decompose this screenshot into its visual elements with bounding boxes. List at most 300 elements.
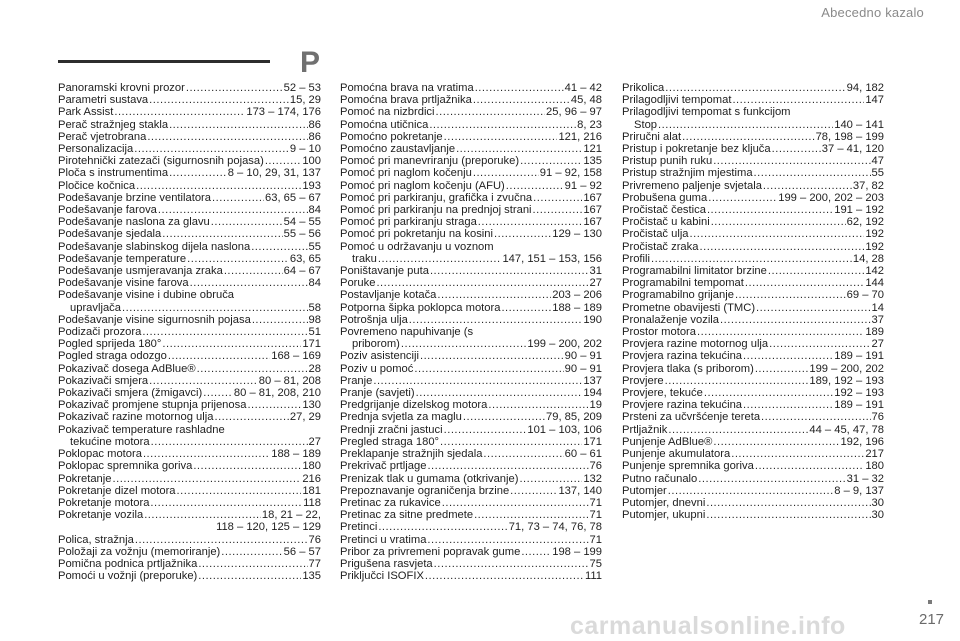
index-entry-pages: 167 [583, 191, 602, 204]
dot-leader [378, 253, 502, 265]
index-entry-pages: 91 – 92, 158 [539, 167, 602, 180]
index-entry-line [622, 143, 884, 155]
index-entry [340, 265, 602, 277]
index-entry [340, 399, 602, 411]
index-entry [58, 228, 321, 240]
index-entry-line [58, 363, 321, 375]
index-entry-term: Pomoć na nizbrdici [340, 106, 435, 119]
index-entry-line [58, 558, 321, 570]
index-entry-term: Postavljanje kotača [340, 289, 437, 302]
dot-leader [707, 204, 833, 216]
index-entry-pages: 69 – 70 [846, 289, 884, 302]
index-entry [622, 424, 884, 436]
index-entry-pages: 27 [589, 277, 602, 290]
dot-leader [198, 558, 307, 570]
index-entry-pages: 41 – 42 [564, 82, 602, 94]
index-entry-term: Pokazivač dosega AdBlue® [58, 362, 196, 375]
index-entry-line [622, 119, 884, 131]
index-entry-line [340, 546, 602, 558]
index-entry-line [622, 289, 884, 301]
index-entry [622, 241, 884, 253]
index-entry-term: Panoramski krovni prozor [58, 82, 185, 94]
index-entry-line [58, 350, 321, 362]
index-entry-pages: 76 [589, 460, 602, 473]
dot-leader [265, 155, 302, 167]
index-entry-pages: 8 – 9, 137 [834, 484, 884, 497]
index-entry-term: Prilagodljivi tempomat s funkcijom [622, 106, 791, 119]
index-entry-line [622, 241, 884, 253]
dot-leader [401, 338, 526, 350]
index-entry [622, 411, 884, 423]
index-entry-line [622, 277, 884, 289]
index-entry-pages: 80 – 81, 208, 210 [233, 387, 321, 400]
index-entry [340, 387, 602, 399]
dot-leader [699, 241, 864, 253]
index-entry-pages: 217 [865, 448, 884, 461]
index-entry-term: Poziv asistenciji [340, 350, 419, 363]
dot-leader [690, 228, 865, 240]
index-entry [622, 302, 884, 314]
index-entry-line [58, 228, 321, 240]
index-entry-pages: 71 [589, 496, 602, 509]
dot-leader [519, 473, 582, 485]
dot-leader [763, 180, 852, 192]
index-entry-pages: 86 [308, 130, 321, 143]
index-entry-term: Pretinac za sitne predmete [340, 509, 474, 522]
index-entry [340, 289, 602, 301]
index-entry [58, 387, 321, 399]
index-entry [622, 277, 884, 289]
index-entry-line [340, 338, 602, 350]
index-entry-term: Pomoć pri naglom kočenju [340, 167, 472, 180]
dot-leader [698, 473, 845, 485]
index-entry-pages: 14, 28 [852, 252, 884, 265]
index-entry-line [58, 155, 321, 167]
index-entry-line [58, 485, 321, 497]
index-entry [622, 497, 884, 509]
index-entry [58, 460, 321, 472]
index-entry [340, 497, 602, 509]
dot-leader [247, 399, 301, 411]
index-entry-line [58, 534, 321, 546]
index-entry [622, 253, 884, 265]
index-entry-line [340, 534, 602, 546]
index-entry-pages: 181 [302, 484, 321, 497]
index-entry [622, 473, 884, 485]
index-entry [340, 485, 602, 497]
dot-leader [754, 167, 871, 179]
index-entry-line [340, 289, 602, 301]
dot-leader [203, 387, 233, 399]
dot-leader [761, 411, 871, 423]
dot-leader [122, 302, 308, 314]
index-entry-term: Podešavanje visine i dubine obruča [58, 289, 235, 302]
index-entry-line [58, 399, 321, 411]
index-entry-term: Pribor za privremeni popravak gume [340, 545, 521, 558]
dot-leader [665, 82, 845, 94]
index-entry-line [340, 204, 602, 216]
index-entry-line [622, 497, 884, 509]
dot-leader [772, 143, 821, 155]
index-entry-pages: 130 [302, 399, 321, 412]
index-entry-line [58, 338, 321, 350]
index-entry-line [622, 155, 884, 167]
index-entry-line [622, 131, 884, 143]
dot-leader [755, 363, 809, 375]
index-entry-line [58, 497, 321, 509]
dot-leader [708, 192, 777, 204]
index-entry-term: Pristup i pokretanje bez ključa [622, 143, 771, 156]
index-entry-term: Punjenje spremnika goriva [622, 460, 754, 473]
index-entry-pages: 79, 85, 209 [546, 411, 602, 424]
index-entry-pages: 27 [871, 338, 884, 351]
index-entry-pages: 30 [871, 496, 884, 509]
index-entry-pages: 56 – 57 [283, 545, 321, 558]
index-entry-line [340, 375, 602, 387]
index-entry-line [58, 82, 321, 94]
index-entry [58, 143, 321, 155]
index-entry-line [340, 473, 602, 485]
index-entry-term: Pomoćna utičnica [340, 118, 429, 131]
index-entry-line [622, 460, 884, 472]
index-entry-term: Podešavanje farova [58, 204, 157, 217]
index-entry-pages: 188 – 189 [552, 301, 602, 314]
dot-leader [427, 534, 588, 546]
index-entry-pages: 18, 21 – 22, [261, 509, 321, 522]
index-entry-line [340, 131, 602, 143]
index-entry-pages: 55 – 56 [283, 228, 321, 241]
index-entry [340, 326, 602, 350]
dot-leader [221, 546, 282, 558]
dot-leader [444, 131, 558, 143]
index-entry-term: Perač stražnjeg stakla [58, 118, 169, 131]
index-entry-pages: 8 – 10, 29, 31, 137 [227, 167, 321, 180]
index-entry-line [622, 167, 884, 179]
index-entry-term: Ploča s instrumentima [58, 167, 169, 180]
dot-leader [409, 314, 583, 326]
index-entry [340, 82, 602, 94]
dot-leader [488, 399, 588, 411]
index-entry-pages: 15, 29 [289, 94, 321, 107]
index-entry [58, 338, 321, 350]
dot-leader [706, 497, 870, 509]
index-entry-pages: 30 [871, 509, 884, 522]
index-entry-line [340, 216, 602, 228]
index-entry [58, 277, 321, 289]
index-entry [58, 363, 321, 375]
dot-leader [427, 460, 588, 472]
index-entry-line [58, 546, 321, 558]
index-entry-line [58, 180, 321, 192]
dot-leader [475, 82, 564, 94]
index-entry-pages: 216 [302, 472, 321, 485]
index-entry [340, 314, 602, 326]
index-entry-term: Punjenje akumulatora [622, 448, 731, 461]
dot-leader [414, 363, 563, 375]
index-entry-pages: 8, 23 [577, 118, 602, 131]
index-entry-line [58, 314, 321, 326]
index-entry-pages: 76 [308, 533, 321, 546]
index-entry-term: Pomoć pri parkiranju, grafička i zvučna [340, 191, 533, 204]
index-entry [340, 570, 602, 582]
index-entry-term: Pristup punih ruku [622, 155, 713, 168]
index-entry-term: Provjera tlaka (s priborom) [622, 362, 754, 375]
dot-leader [755, 460, 864, 472]
index-entry-term: Pomoćna brava na vratima [340, 82, 474, 94]
index-entry [622, 326, 884, 338]
index-entry [340, 204, 602, 216]
index-entry-pages: 77 [308, 557, 321, 570]
dot-leader [769, 338, 870, 350]
index-entry-line [622, 192, 884, 204]
index-entry-pages: 51 [308, 326, 321, 339]
index-entry-pages: 27, 29 [289, 411, 321, 424]
index-entry-line [58, 119, 321, 131]
index-entry [622, 180, 884, 192]
index-entry-line [58, 277, 321, 289]
index-entry-line [340, 363, 602, 375]
index-entry-pages: 173 – 174, 176 [246, 106, 321, 119]
index-entry-term: Poklopac spremnika goriva [58, 460, 193, 473]
index-entry [622, 155, 884, 167]
index-entry-line [622, 253, 884, 265]
index-entry [622, 399, 884, 411]
dot-leader [510, 485, 557, 497]
index-entry-line [340, 155, 602, 167]
index-entry-pages: 135 [583, 155, 602, 168]
dot-leader [474, 509, 588, 521]
dot-leader [147, 131, 307, 143]
dot-leader [151, 436, 308, 448]
index-entry-term: Prsteni za učvršćenje tereta [622, 411, 761, 424]
index-entry-pages: 121 [583, 143, 602, 156]
index-entry-term: Pomična podnica prtljažnika [58, 557, 198, 570]
index-entry [622, 338, 884, 350]
index-entry-pages: 55 [308, 240, 321, 253]
index-entry-term: Pokazivač promjene stupnja prijenosa [58, 399, 247, 412]
index-entry-line [622, 424, 884, 436]
index-entry [58, 106, 321, 118]
index-entry-line [58, 424, 321, 436]
index-entry [340, 509, 602, 521]
dot-leader [134, 143, 289, 155]
index-entry [58, 326, 321, 338]
index-entry [622, 509, 884, 521]
index-entry-term: Podešavanje temperature [58, 252, 187, 265]
dot-leader [520, 155, 582, 167]
index-entry-line [58, 570, 321, 582]
index-entry-pages: 101 – 103, 106 [527, 423, 602, 436]
dot-leader [425, 570, 584, 582]
index-entry [58, 289, 321, 313]
dot-leader [252, 314, 308, 326]
index-entry-pages: 199 – 200, 202 [809, 362, 884, 375]
index-entry-line [622, 473, 884, 485]
dot-leader [720, 314, 871, 326]
dot-leader [214, 411, 288, 423]
index-entry-line [340, 302, 602, 314]
index-entry-line [340, 119, 602, 131]
index-entry-term: Provjere, tekuće [622, 387, 703, 400]
index-entry [58, 485, 321, 497]
index-entry-pages: 111 [584, 570, 602, 583]
index-entry-line [340, 192, 602, 204]
index-entry-line [58, 448, 321, 460]
index-entry-term: Pokretanje motora [58, 496, 150, 509]
index-entry [58, 204, 321, 216]
index-entry-line [58, 204, 321, 216]
dot-leader [376, 277, 588, 289]
index-entry [58, 167, 321, 179]
index-entry-term: Poništavanje puta [340, 265, 429, 278]
index-entry-pages: 63, 65 [289, 252, 321, 265]
index-entry-pages: 140 – 141 [834, 118, 884, 131]
index-entry-line [340, 460, 602, 472]
dot-leader [711, 216, 846, 228]
index-entry-line [58, 106, 321, 118]
index-entry-pages: 9 – 10 [289, 143, 321, 156]
dot-leader [463, 411, 545, 423]
index-entry-term: Prepoznavanje ograničenja brzine [340, 484, 510, 497]
index-entry [58, 241, 321, 253]
index-entry-line [622, 216, 884, 228]
index-entry [58, 375, 321, 387]
index-entry-pages: 62, 192 [846, 216, 884, 229]
index-entry-pages: 147 [865, 94, 884, 107]
index-entry-pages: 192 [865, 228, 884, 241]
dot-leader [211, 216, 283, 228]
index-entry-line [340, 448, 602, 460]
index-entry [58, 558, 321, 570]
index-entry [340, 473, 602, 485]
dot-leader [668, 424, 808, 436]
dot-leader [682, 131, 814, 143]
index-entry-term: Podešavanje slabinskog dijela naslona [58, 240, 251, 253]
index-entry-pages: 190 [583, 313, 602, 326]
index-entry-term: Predgrijanje dizelskog motora [340, 399, 488, 412]
index-entry-term: Park Assist [58, 106, 114, 119]
index-entry-pages: 191 – 192 [834, 204, 884, 217]
index-entry-line [58, 411, 321, 423]
index-entry-term: Prometne obavijesti (TMC) [622, 301, 756, 314]
section-rule [58, 60, 270, 63]
dot-leader [144, 509, 261, 521]
index-entry-pages: 78, 198 – 199 [815, 130, 884, 143]
index-entry-pages: 193 [302, 179, 321, 192]
index-entry-pages: 121, 216 [558, 130, 602, 143]
index-entry-pages: 71, 73 – 74, 76, 78 [508, 521, 602, 534]
index-entry-pages: 71 [589, 509, 602, 522]
index-entry [340, 424, 602, 436]
index-entry-term: Priručni alat [622, 130, 682, 143]
dot-leader [113, 473, 302, 485]
index-entry [58, 497, 321, 509]
dot-leader [251, 241, 307, 253]
dot-leader [745, 277, 864, 289]
index-entry-pages: 76 [871, 411, 884, 424]
index-entry-line [340, 143, 602, 155]
dot-leader [169, 167, 227, 179]
dot-leader [533, 204, 583, 216]
index-entry-term: Preklapanje stražnjih sjedala [340, 448, 483, 461]
index-entry [58, 411, 321, 423]
index-entry [622, 485, 884, 497]
index-entry-line [58, 460, 321, 472]
index-entry-term: Pomoć pri naglom kočenju (AFU) [340, 179, 505, 192]
index-entry-line [622, 265, 884, 277]
index-entry-term: Prenizak tlak u gumama (otkrivanje) [340, 472, 519, 485]
index-entry-term: Priključci ISOFIX [340, 570, 424, 583]
index-entry [340, 119, 602, 131]
index-entry [622, 265, 884, 277]
index-entry-pages: 54 – 55 [283, 216, 321, 229]
index-entry-line [340, 94, 602, 106]
index-entry-pages: 25, 96 – 97 [546, 106, 602, 119]
index-entry-pages: 142 [865, 265, 884, 278]
dot-leader [437, 289, 551, 301]
index-entry-term: Pokazivač razine motornog ulja [58, 411, 214, 424]
index-entry-term: Pranje [340, 374, 373, 387]
dot-leader [168, 350, 270, 362]
index-entry [340, 180, 602, 192]
index-entry-term: Pročistač u kabini [622, 216, 710, 229]
index-entry [622, 460, 884, 472]
index-entry [340, 143, 602, 155]
index-entry-line [340, 424, 602, 436]
index-entry-line [622, 94, 884, 106]
index-entry [622, 106, 884, 130]
dot-leader [212, 192, 264, 204]
index-entry-line [622, 338, 884, 350]
index-entry-term: Stop [634, 118, 658, 131]
index-entry-term: priborom) [352, 338, 400, 351]
dot-leader [177, 485, 302, 497]
index-entry-pages: 199 – 200, 202 [527, 338, 602, 351]
index-entry-line [58, 143, 321, 155]
index-entry [58, 119, 321, 131]
dot-leader [143, 448, 270, 460]
index-entry [58, 509, 321, 533]
index-entry [340, 241, 602, 265]
index-entry [622, 387, 884, 399]
dot-leader [142, 326, 307, 338]
index-entry-pages: 28 [308, 362, 321, 375]
index-entry-pages: 167 [583, 216, 602, 229]
index-entry-term: Pokretanje vozila [58, 509, 144, 522]
index-entry-pages: 171 [583, 435, 602, 448]
dot-leader [706, 509, 870, 521]
index-entry-line [340, 180, 602, 192]
index-entry [340, 277, 602, 289]
index-entry-pages: 194 [583, 387, 602, 400]
index-entry-line [340, 497, 602, 509]
dot-leader [478, 216, 583, 228]
index-entry-pages: 45, 48 [570, 94, 602, 107]
index-entry-line [622, 375, 884, 387]
index-entry-term: Podešavanje naslona za glavu [58, 216, 210, 229]
index-entry-term: Potrošnja ulja [340, 313, 408, 326]
index-entry-term: Provjere [622, 374, 664, 387]
index-entry-pages: 19 [589, 399, 602, 412]
index-entry-pages: 64 – 67 [283, 265, 321, 278]
index-entry [622, 289, 884, 301]
index-entry [340, 448, 602, 460]
index-entry-pages: 31 [589, 265, 602, 278]
index-entry-pages: 137 [583, 374, 602, 387]
index-entry-term: Prtljažnik [622, 423, 668, 436]
index-entry-term: Pogled sprijeda 180° [58, 338, 162, 351]
index-entry-line [622, 485, 884, 497]
